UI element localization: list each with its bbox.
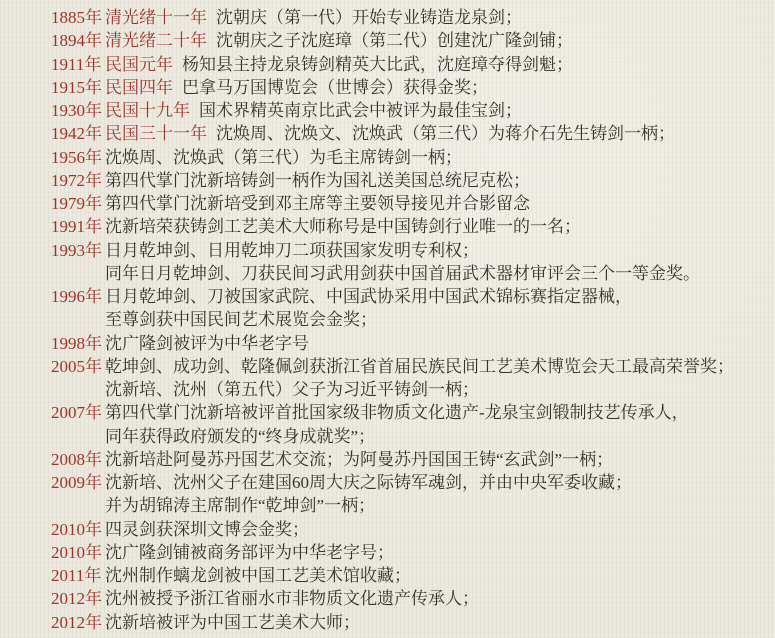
entry-content	[105, 99, 522, 122]
entry-text: 沈广隆剑被评为中华老字号	[105, 333, 309, 353]
entry-content	[105, 494, 375, 517]
timeline-entry	[51, 541, 765, 564]
entry-text: 沈焕周、沈焕文、沈焕武（第三代）为蒋介石先生铸剑一柄；	[216, 124, 675, 144]
entry-text: 沈新培、沈州（第五代）父子为习近平铸剑一柄；	[105, 380, 479, 399]
entry-era: 民国四年	[105, 77, 173, 97]
timeline-entry	[51, 146, 765, 169]
entry-text: 并为胡锦涛主席制作“乾坤剑”一柄；	[105, 496, 376, 516]
entry-content	[105, 29, 573, 52]
timeline-entry-continuation	[51, 378, 765, 401]
entry-year: 1894年	[51, 31, 102, 51]
entry-text: 第四代掌门沈新培铸剑一柄作为国礼送美国总统尼克松；	[105, 170, 530, 190]
entry-text: 沈州制作螭龙剑被中国工艺美术馆收藏；	[105, 566, 411, 585]
entry-content	[105, 471, 632, 494]
entry-year: 1885年	[51, 8, 102, 27]
entry-text: 日月乾坤剑、刀被国家武院、中国武协采用中国武术锦标赛指定器械，	[105, 287, 632, 306]
entry-text: 沈新培赴阿曼苏丹国艺术交流；为阿曼苏丹国国王铸“玄武剑”一柄；	[105, 449, 614, 469]
entry-year: 2010年	[51, 519, 102, 539]
timeline-entry	[51, 518, 765, 541]
entry-year: 1998年	[51, 333, 102, 353]
timeline-entry	[51, 29, 765, 52]
entry-text: 沈新培被评为中国工艺美术大师；	[105, 612, 360, 632]
entry-content	[105, 192, 530, 215]
timeline-entry	[51, 99, 765, 122]
entry-era: 民国十九年	[105, 101, 190, 120]
entry-text: 乾坤剑、成功剑、乾隆佩剑获浙江省首届民族民间工艺美术博览会天工最高荣誉奖；	[105, 356, 734, 376]
entry-content	[105, 332, 309, 355]
entry-text: 同年获得政府颁发的“终身成就奖”；	[105, 426, 376, 446]
entry-year: 2012年	[51, 612, 102, 632]
entry-year: 2012年	[51, 589, 102, 609]
timeline-entry	[51, 6, 765, 29]
entry-content	[105, 425, 375, 448]
timeline-entry	[51, 401, 765, 424]
timeline-entry-continuation	[51, 494, 765, 517]
entry-content	[105, 262, 700, 285]
entry-year: 2008年	[51, 449, 102, 469]
entry-year: 2005年	[51, 356, 102, 376]
entry-content	[105, 6, 522, 29]
entry-text: 沈焕周、沈焕武（第三代）为毛主席铸剑一柄；	[105, 147, 462, 167]
entry-era: 民国三十一年	[105, 124, 207, 144]
entry-content	[105, 122, 675, 145]
entry-text: 沈新培荣获铸剑工艺美术大师称号是中国铸剑行业唯一的一名；	[105, 217, 581, 237]
timeline-entry	[51, 448, 765, 471]
entry-content	[105, 239, 479, 262]
entry-text: 第四代掌门沈新培受到邓主席等主要领导接见并合影留念	[105, 194, 530, 213]
timeline-entry	[51, 587, 765, 610]
entry-content	[105, 169, 530, 192]
entry-content	[105, 448, 613, 471]
entry-text: 日月乾坤剑、日用乾坤刀二项获国家发明专利权；	[105, 240, 479, 260]
entry-content	[105, 146, 462, 169]
timeline-entry	[51, 169, 765, 192]
entry-year: 1996年	[51, 287, 102, 306]
entry-era: 清光绪二十年	[105, 31, 207, 51]
entry-text: 沈广隆剑铺被商务部评为中华老字号；	[105, 542, 394, 562]
entry-text: 同年日月乾坤剑、刀获民间习武用剑获中国首届武术器材审评会三个一等金奖。	[105, 263, 700, 283]
entry-year: 1915年	[51, 77, 102, 97]
timeline-entry-continuation	[51, 308, 765, 331]
entry-year: 1979年	[51, 194, 102, 213]
entry-content	[105, 285, 632, 308]
timeline-entry	[51, 239, 765, 262]
timeline-entry	[51, 53, 765, 76]
timeline-entry	[51, 285, 765, 308]
entry-text: 巴拿马万国博览会（世博会）获得金奖；	[182, 77, 488, 97]
entry-text: 沈朝庆（第一代）开始专业铸造龙泉剑；	[216, 8, 522, 27]
entry-text: 四灵剑获深圳文博会金奖；	[105, 519, 309, 539]
entry-text: 杨知县主持龙泉铸剑精英大比武，沈庭璋夺得剑魁；	[182, 54, 573, 74]
entry-year: 2009年	[51, 473, 102, 492]
timeline-entry	[51, 564, 765, 587]
timeline-entry	[51, 332, 765, 355]
entry-year: 1930年	[51, 101, 102, 120]
entry-year: 1991年	[51, 217, 102, 237]
entry-content	[105, 611, 360, 634]
entry-content	[105, 564, 411, 587]
entry-year: 1972年	[51, 170, 102, 190]
timeline-entry	[51, 76, 765, 99]
timeline-entry-continuation	[51, 425, 765, 448]
entry-year: 2007年	[51, 403, 102, 423]
entry-content	[105, 587, 479, 610]
entry-year: 2011年	[51, 566, 102, 585]
entry-content	[105, 401, 689, 424]
entry-year: 1942年	[51, 124, 102, 144]
entry-text: 沈新培、沈州父子在建国60周大庆之际铸军魂剑，并由中央军委收藏；	[105, 473, 632, 492]
entry-year: 1993年	[51, 240, 102, 260]
timeline-entry	[51, 471, 765, 494]
entry-content	[105, 215, 581, 238]
entry-content	[105, 53, 573, 76]
timeline-entry	[51, 122, 765, 145]
entry-year: 1911年	[51, 54, 102, 74]
entry-text: 国术界精英南京比武会中被评为最佳宝剑；	[199, 101, 522, 120]
timeline-entry	[51, 355, 765, 378]
timeline-entry	[51, 192, 765, 215]
entry-content	[105, 378, 479, 401]
entry-content	[105, 76, 488, 99]
timeline-entry	[51, 611, 765, 634]
entry-text: 至尊剑获中国民间艺术展览会金奖；	[105, 310, 377, 330]
entry-content	[105, 355, 734, 378]
entry-year: 2010年	[51, 542, 102, 562]
entry-text: 沈州被授予浙江省丽水市非物质文化遗产传承人；	[105, 589, 479, 609]
timeline-entry	[51, 215, 765, 238]
entry-text: 沈朝庆之子沈庭璋（第二代）创建沈广隆剑铺；	[216, 31, 573, 51]
entry-era: 清光绪十一年	[105, 8, 207, 27]
entry-era: 民国元年	[105, 54, 173, 74]
entry-content	[105, 541, 394, 564]
entry-content	[105, 518, 309, 541]
entry-year: 1956年	[51, 147, 102, 167]
entry-text: 第四代掌门沈新培被评首批国家级非物质文化遗产-龙泉宝剑锻制技艺传承人，	[105, 403, 689, 423]
timeline-entry-continuation	[51, 262, 765, 285]
entry-content	[105, 308, 377, 331]
